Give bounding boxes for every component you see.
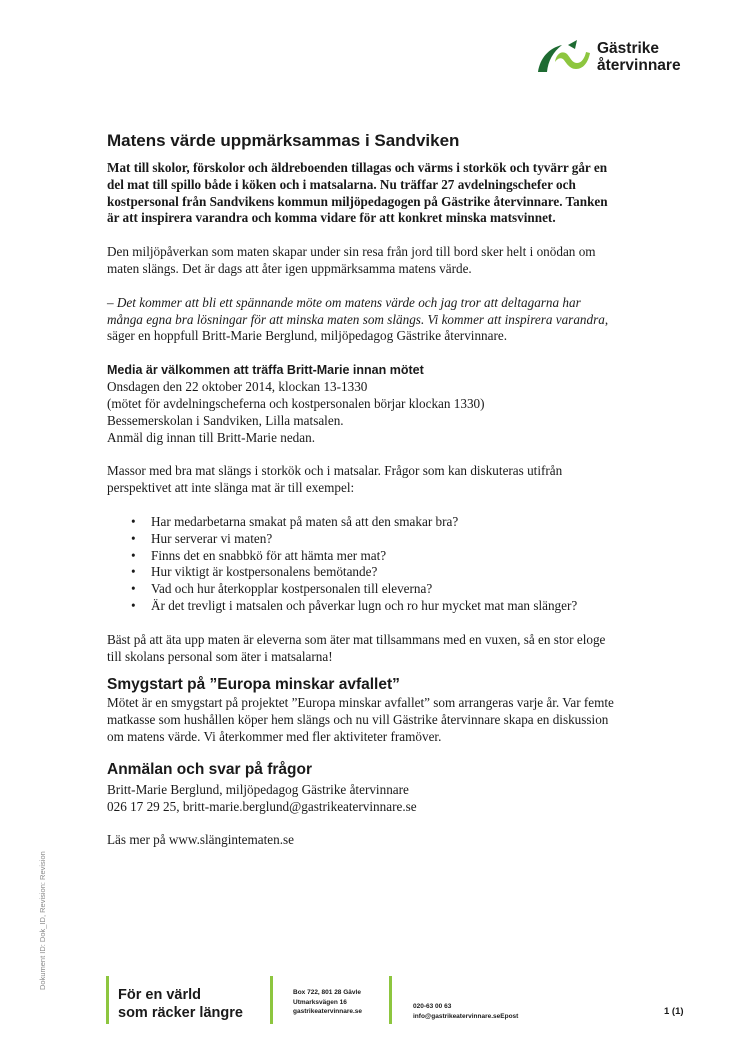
address-line1: Box 722, 801 28 Gävle bbox=[293, 989, 361, 996]
read-more-link[interactable]: Läs mer på www.slängintematen.se bbox=[107, 832, 295, 848]
document-body bbox=[107, 130, 617, 849]
contact-phone-email: 026 17 29 25, britt-marie.berglund@gastrikeatervinnare.se bbox=[107, 798, 417, 814]
contact-details bbox=[107, 782, 617, 816]
document-id-label: Dokument ID: Dok_ID, Revision: Revision bbox=[38, 851, 47, 990]
slogan-line2: som räcker längre bbox=[118, 1005, 243, 1021]
media-note: (mötet för avdelningscheferna och kostpersonalen börjar klockan 1330) bbox=[107, 395, 485, 411]
footer-website: gastrikeatervinnare.se bbox=[293, 1008, 363, 1016]
section-heading-contact: Anmälan och svar på frågor bbox=[107, 760, 313, 778]
company-logo bbox=[535, 36, 705, 78]
media-details bbox=[107, 379, 617, 446]
page-footer bbox=[0, 970, 746, 1030]
questions-list bbox=[107, 514, 617, 615]
media-heading: Media är välkommen att träffa Britt-Marie innan mötet bbox=[107, 363, 424, 378]
logo-line2: återvinnare bbox=[597, 57, 681, 74]
footer-email: info@gastrikeatervinnare.seEpost bbox=[413, 1012, 519, 1020]
slogan-line1: För en värld bbox=[118, 987, 201, 1003]
media-date: Onsdagen den 22 oktober 2014, klockan 13-1330 bbox=[107, 379, 368, 395]
section-heading-europa: Smygstart på ”Europa minskar avfallet” bbox=[107, 676, 400, 694]
list-item: • Finns det en snabbkö för att hämta mer mat? bbox=[107, 548, 617, 565]
quote-attribution: , säger en hoppfull Britt-Marie Berglund, miljöpedagog Gästrike återvinnare. bbox=[107, 311, 609, 344]
paragraph-environment: Den miljöpåverkan som maten skapar under sin resa från jord till bord sker helt i onödan om maten slängs. Det är dags att åter igen uppmärksamma matens värde. bbox=[107, 244, 596, 276]
list-item: • Hur serverar vi maten? bbox=[107, 531, 617, 548]
contact-name: Britt-Marie Berglund, miljöpedagog Gästrike återvinnare bbox=[107, 781, 409, 797]
paragraph-questions-intro: Massor med bra mat slängs i storkök och i matsalar. Frågor som kan diskuteras utifrån perspektivet att inte slänga mat är till exempel: bbox=[107, 463, 563, 496]
page-title: Matens värde uppmärksammas i Sandviken bbox=[107, 131, 460, 150]
footer-contact bbox=[413, 1002, 518, 1021]
paragraph-praise: Bäst på att äta upp maten är eleverna som äter mat tillsammans med en vuxen, så en stor eloge till skolans personal som äter i matsalarna! bbox=[107, 631, 606, 664]
section-text-europa: Mötet är en smygstart på projektet ”Europa minskar avfallet” som arrangeras varje år. Var femte matkasse som hushållen köper hem slängs och nu vill Gästrike återvinnare skapa en diskussion om matens värde. Vi återkommer med fler aktiviteter framöver. bbox=[107, 695, 614, 744]
list-item: • Hur viktigt är kostpersonalens bemötande? bbox=[107, 564, 617, 581]
footer-slogan bbox=[118, 986, 243, 1022]
list-item: • Är det trevligt i matsalen och påverkar lugn och ro hur mycket mat man slänger? bbox=[107, 598, 617, 615]
address-line2: Utmarksvägen 16 bbox=[293, 998, 347, 1006]
footer-divider bbox=[389, 976, 392, 1024]
logo-mark-icon bbox=[535, 36, 593, 76]
footer-divider bbox=[270, 976, 273, 1024]
list-item: • Vad och hur återkopplar kostpersonalen till eleverna? bbox=[107, 581, 617, 598]
page-number: 1 (1) bbox=[664, 1006, 684, 1017]
quote-italic: – Det kommer att bli ett spännande möte om matens värde och jag tror att deltagarna har många egna bra lösningar för att minska maten som slängs. Vi kommer att inspirera varandra bbox=[107, 294, 605, 327]
footer-phone: 020-63 00 63 bbox=[413, 1003, 452, 1010]
media-signup: Anmäl dig innan till Britt-Marie nedan. bbox=[107, 429, 316, 445]
quote-paragraph bbox=[107, 295, 617, 345]
footer-address bbox=[293, 988, 362, 1017]
media-location: Bessemerskolan i Sandviken, Lilla matsalen. bbox=[107, 412, 344, 428]
footer-divider bbox=[106, 976, 109, 1024]
logo-line1: Gästrike bbox=[597, 40, 660, 57]
lead-paragraph: Mat till skolor, förskolor och äldreboenden tillagas och värms i storkök och tyvärr går en del mat till spillo både i köken och i matsalarna. Nu träffar 27 avdelningschefer och kostpersonal från Sandvikens kommun miljöpedagogen på Gästrike återvinnare. Tanken är att inspirera varandra och komma vidare för att konkret minska matsvinnet. bbox=[107, 160, 608, 226]
list-item: • Har medarbetarna smakat på maten så att den smakar bra? bbox=[107, 514, 617, 531]
